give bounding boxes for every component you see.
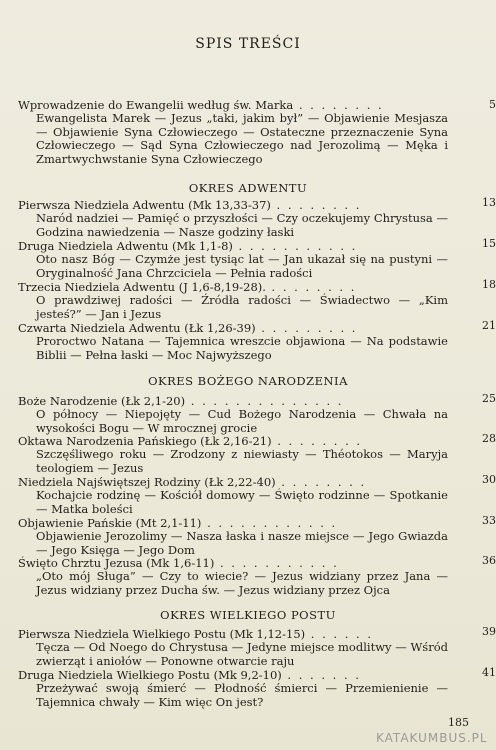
watermark: KATAKUMBUS.PL xyxy=(376,731,488,745)
entry-title: Pierwsza Niedziela Adwentu (Mk 13,33-37) xyxy=(18,198,271,212)
entry-page: 39 xyxy=(482,625,496,638)
leader-dots: . . . . . . . . . . . . xyxy=(201,516,338,530)
section-heading: OKRES ADWENTU xyxy=(188,181,308,195)
entry-title: Druga Niedziela Adwentu (Mk 1,1-8) xyxy=(18,239,233,253)
toc-entry xyxy=(18,434,448,475)
toc-entry xyxy=(18,475,448,516)
toc-entry xyxy=(18,98,448,166)
toc-entry xyxy=(18,394,448,435)
entry-page: 25 xyxy=(482,392,496,405)
entry-topics: O prawdziwej radości — Źródła radości — Świadectwo — „Kim jesteś?” — Jan i Jezus xyxy=(36,293,448,321)
leader-dots: . . . . . . . . xyxy=(271,434,363,448)
section-heading: OKRES BOŻEGO NARODZENIA xyxy=(148,374,348,388)
entry-page: 36 xyxy=(482,554,496,567)
toc-entry xyxy=(18,516,448,557)
entry-page: 18 xyxy=(482,278,496,291)
entry-page: 30 xyxy=(482,473,496,486)
entry-page: 28 xyxy=(482,432,496,445)
leader-dots: . . . . . . . . xyxy=(293,98,384,112)
entry-title: Oktawa Narodzenia Pańskiego (Łk 2,16-21) xyxy=(18,434,272,448)
entry-topics: Objawienie Jerozolimy — Nasza łaska i nasze miejsce — Jego Gwiazda — Jego Księga — Jego Dom xyxy=(36,529,448,557)
entry-title: Czwarta Niedziela Adwentu (Łk 1,26-39) xyxy=(18,321,256,335)
entry-title: Niedziela Najświętszej Rodziny (Łk 2,22-40) xyxy=(18,475,276,489)
entry-title: Wprowadzenie do Ewangelii według św. Marka xyxy=(18,98,294,112)
leader-dots: . . . . . . . . . xyxy=(255,321,358,335)
page-title: SPIS TREŚCI xyxy=(195,36,301,52)
entry-title: Boże Narodzenie (Łk 2,1-20) xyxy=(18,394,186,408)
entry-page: 33 xyxy=(482,514,496,527)
entry-topics: Tęcza — Od Noego do Chrystusa — Jedyne miejsce modlitwy — Wśród zwierząt i aniołów — Ponowne otwarcie raju xyxy=(36,640,448,668)
page-number: 185 xyxy=(448,716,469,729)
entry-title: Druga Niedziela Wielkiego Postu (Mk 9,2-10) xyxy=(18,668,282,682)
toc-entry xyxy=(18,556,448,597)
leader-dots: . . . . . . . . . . . xyxy=(214,556,339,570)
entry-topics: Ewangelista Marek — Jezus „taki, jakim był” — Objawienie Mesjasza — Objawienie Syna Człowieczego — Ostateczne przeznaczenie Syna Człowieczego — Sąd Syna Człowieczego nad Jerozolimą — Męka i Zmartwychwstanie Syna Człowieczego xyxy=(36,111,448,166)
entry-title: Pierwsza Niedziela Wielkiego Postu (Mk 1,12-15) xyxy=(18,627,306,641)
entry-page: 5 xyxy=(489,98,496,111)
leader-dots: . . . . . . xyxy=(305,627,373,641)
toc-entry xyxy=(18,321,448,362)
entry-page: 15 xyxy=(482,237,496,250)
toc-entry xyxy=(18,627,448,668)
entry-topics: Naród nadziei — Pamięć o przyszłości — Czy oczekujemy Chrystusa — Godzina nawiedzenia — Nasze godziny łaski xyxy=(36,211,448,239)
entry-page: 41 xyxy=(482,666,496,679)
toc-entry xyxy=(18,239,448,280)
leader-dots: . . . . . . . . xyxy=(270,198,362,212)
toc-entry xyxy=(18,280,448,321)
leader-dots: . . . . . . . . xyxy=(265,280,357,294)
entry-topics: Przeżywać swoją śmierć — Płodność śmierci — Przemienienie — Tajemnica chwały — Kim więc On jest? xyxy=(36,681,448,709)
entry-topics: „Oto mój Sługa” — Czy to wiecie? — Jezus widziany przez Jana — Jezus widziany przez Ducha św. — Jezus widziany przez Ojca xyxy=(36,569,448,597)
entry-topics: Kochajcie rodzinę — Kościół domowy — Święto rodzinne — Spotkanie — Matka boleści xyxy=(36,488,448,516)
entry-page: 21 xyxy=(482,319,496,332)
entry-page: 13 xyxy=(482,196,496,209)
toc-entry xyxy=(18,668,448,709)
entry-topics: Szczęśliwego roku — Zrodzony z niewiasty — Théotokos — Maryja teologiem — Jezus xyxy=(36,447,448,475)
leader-dots: . . . . . . . . . . . . . . xyxy=(185,394,344,408)
leader-dots: . . . . . . . . . . . xyxy=(232,239,358,253)
leader-dots: . . . . . . . xyxy=(281,668,361,682)
entry-title: Święto Chrztu Jezusa (Mk 1,6-11) xyxy=(18,556,215,570)
entry-topics: Oto nasz Bóg — Czymże jest tysiąc lat — Jan ukazał się na pustyni — Oryginalność Jana Chrzciciela — Pełnia radości xyxy=(36,252,448,280)
entry-title: Trzecia Niedziela Adwentu (J 1,6-8,19-28). xyxy=(18,280,266,294)
section-heading: OKRES WIELKIEGO POSTU xyxy=(160,608,336,622)
leader-dots: . . . . . . . . xyxy=(275,475,367,489)
entry-topics: O północy — Niepojęty — Cud Bożego Narodzenia — Chwała na wysokości Bogu — W mrocznej grocie xyxy=(36,407,448,435)
entry-title: Objawienie Pańskie (Mt 2,1-11) xyxy=(18,516,202,530)
toc-entry xyxy=(18,198,448,239)
entry-topics: Proroctwo Natana — Tajemnica wreszcie objawiona — Na podstawie Biblii — Pełna łaski — Moc Najwyższego xyxy=(36,334,448,362)
